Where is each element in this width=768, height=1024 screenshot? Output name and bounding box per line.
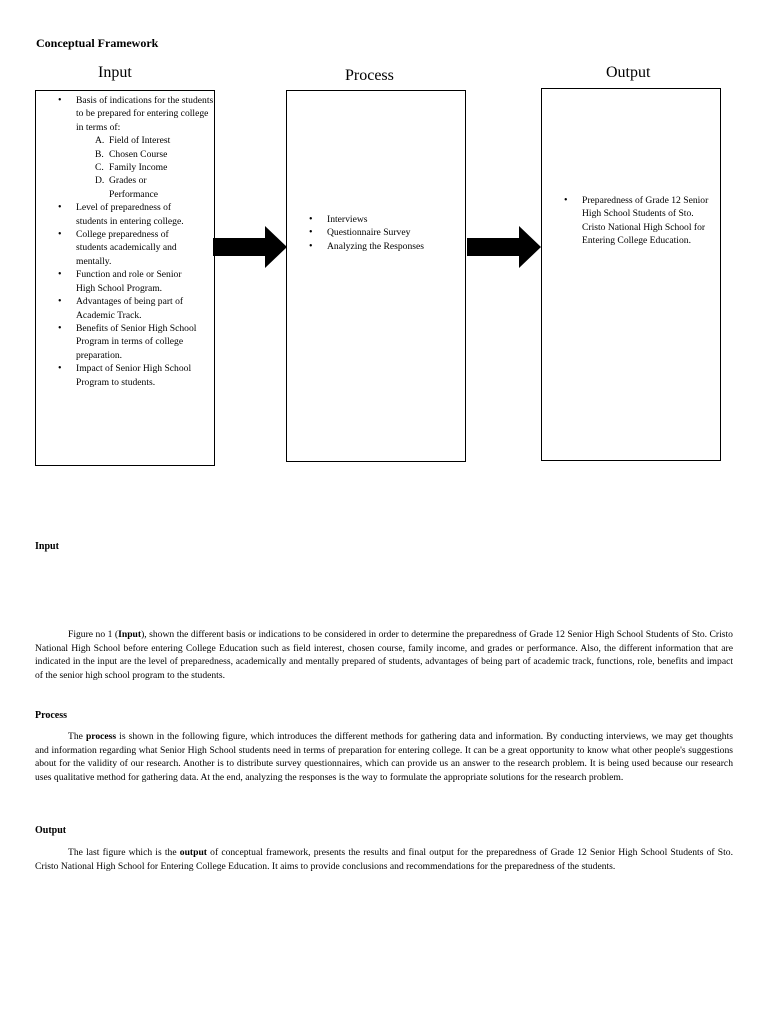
output-paragraph <box>35 846 733 873</box>
process-item: • Questionnaire Survey <box>287 226 465 239</box>
input-list <box>36 94 214 389</box>
input-heading: Input <box>98 64 132 81</box>
input-paragraph-text: ), shown the different basis or indications to be considered in order to determine the preparedness of Grade 12 Senior High School Students of Sto. Cristo National High School before entering College Education such as field interest, chosen course, family income, and grades or performance. Also, the different information that are indicated in the input are the level of preparedness, academically and mentally prepared of students, advantages of being part of academic track, functions, role, benefits and impact of the senior high school program to the students. <box>35 629 733 681</box>
input-item: • Function and role or Senior High School Program. <box>36 268 214 295</box>
output-box <box>541 88 721 461</box>
process-paragraph <box>35 730 733 784</box>
input-item: • Benefits of Senior High School Program in terms of college preparation. <box>36 322 214 362</box>
input-paragraph-bold: Input <box>118 629 142 640</box>
process-item: • Interviews <box>287 213 465 226</box>
process-paragraph-bold: process <box>85 731 117 742</box>
subitem-text: Field of Interest <box>109 135 171 147</box>
input-item: • Level of preparedness of students in entering college. <box>36 201 214 228</box>
process-box <box>286 90 466 462</box>
output-list <box>542 194 720 248</box>
input-item-text: Basis of indications for the students to be prepared for entering college in terms of: <box>76 95 214 133</box>
input-item: • Advantages of being part of Academic Track. <box>36 295 214 322</box>
subitem-letter: B. <box>95 148 104 160</box>
input-subitem <box>76 148 214 161</box>
input-item: • Impact of Senior High School Program to students. <box>36 362 214 389</box>
input-sublist <box>76 134 214 201</box>
input-section-heading: Input <box>35 541 59 552</box>
subitem-text: Chosen Course <box>109 148 168 160</box>
input-subitem <box>76 161 214 174</box>
process-paragraph-text: is shown in the following figure, which introduces the different methods for gathering data and information. By conducting interviews, we may get thoughts and information regarding what Senior High School students need in terms of preparation for entering college. It can be a great opportunity to know what other people's suggestions about for the validity of our research. Another is to distribute survey questionnaires, which can provide us an answer to the research problem. It is being used because our research uses qualitative method for gathering data. At the end, analyzing the responses is the way to formulate the appropriate solutions for the research problem. <box>35 731 733 783</box>
document-title: Conceptual Framework <box>36 36 159 50</box>
input-item: • College preparedness of students academically and mentally. <box>36 228 214 268</box>
input-paragraph-text: Figure no 1 ( <box>68 629 119 640</box>
output-section-heading: Output <box>35 825 67 836</box>
subitem-letter: A. <box>95 135 105 147</box>
process-paragraph-text: The <box>68 731 86 742</box>
input-box <box>35 90 215 466</box>
output-paragraph-text: The last figure which is the <box>68 847 180 858</box>
subitem-text: Grades or Performance <box>109 175 159 200</box>
subitem-text: Family Income <box>109 162 168 174</box>
output-item: • Preparedness of Grade 12 Senior High School Students of Sto. Cristo National High School for Entering College Education. <box>542 194 720 248</box>
input-subitem <box>76 134 214 147</box>
right-arrow-icon <box>213 225 289 269</box>
output-paragraph-text: of conceptual framework, presents the results and final output for the preparedness of Grade 12 Senior High School Students of Sto. Cristo National High School for Entering College Education. It aims to provide conclusions and recommendations for the preparedness of the students. <box>35 847 733 872</box>
subitem-letter: C. <box>95 162 104 174</box>
subitem-letter: D. <box>95 175 105 187</box>
output-heading: Output <box>606 64 651 81</box>
process-item: • Analyzing the Responses <box>287 240 465 253</box>
input-item <box>36 94 214 201</box>
input-paragraph <box>35 628 733 682</box>
process-section-heading: Process <box>35 710 68 721</box>
process-list <box>287 213 465 253</box>
process-heading: Process <box>345 67 394 84</box>
output-paragraph-bold: output <box>179 847 207 858</box>
input-subitem <box>76 174 214 201</box>
right-arrow-icon <box>467 225 543 269</box>
